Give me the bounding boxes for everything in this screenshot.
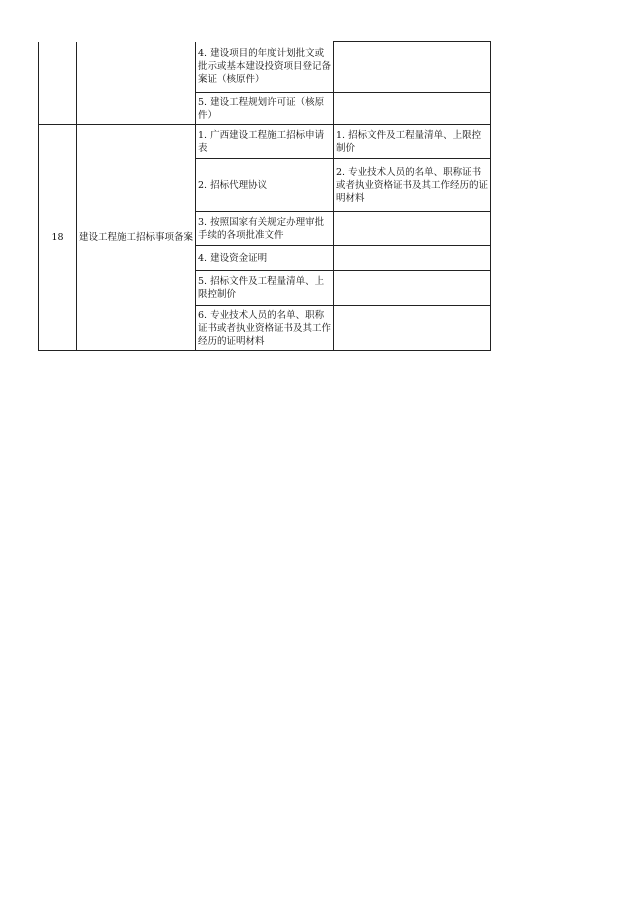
- table-row: [39, 42, 491, 93]
- requirement-cell: [334, 246, 491, 271]
- material-cell: 1. 广西建设工程施工招标申请表: [196, 125, 334, 159]
- material-cell: 5. 建设工程规划许可证（核原件）: [196, 93, 334, 125]
- requirement-cell: [334, 306, 491, 351]
- material-cell: 4. 建设资金证明: [196, 246, 334, 271]
- requirement-cell: 2. 专业技术人员的名单、职称证书或者执业资格证书及其工作经历的证明材料: [334, 159, 491, 212]
- requirement-cell: 1. 招标文件及工程量清单、上限控制价: [334, 125, 491, 159]
- material-cell: 3. 按照国家有关规定办理审批手续的各项批准文件: [196, 212, 334, 246]
- row-number-cell: [39, 42, 77, 125]
- item-name-cell: 建设工程施工招标事项备案: [77, 125, 196, 351]
- row-number-cell: 18: [39, 125, 77, 351]
- table-row: [39, 125, 491, 159]
- material-cell: 5. 招标文件及工程量清单、上限控制价: [196, 271, 334, 306]
- requirement-cell: [334, 212, 491, 246]
- requirement-cell: [334, 93, 491, 125]
- materials-table: [38, 41, 491, 351]
- requirement-cell: [334, 42, 491, 93]
- material-cell: 6. 专业技术人员的名单、职称证书或者执业资格证书及其工作经历的证明材料: [196, 306, 334, 351]
- item-name-cell: [77, 42, 196, 125]
- material-cell: 4. 建设项目的年度计划批文或批示或基本建设投资项目登记备案证（核原件）: [196, 42, 334, 93]
- requirement-cell: [334, 271, 491, 306]
- material-cell: 2. 招标代理协议: [196, 159, 334, 212]
